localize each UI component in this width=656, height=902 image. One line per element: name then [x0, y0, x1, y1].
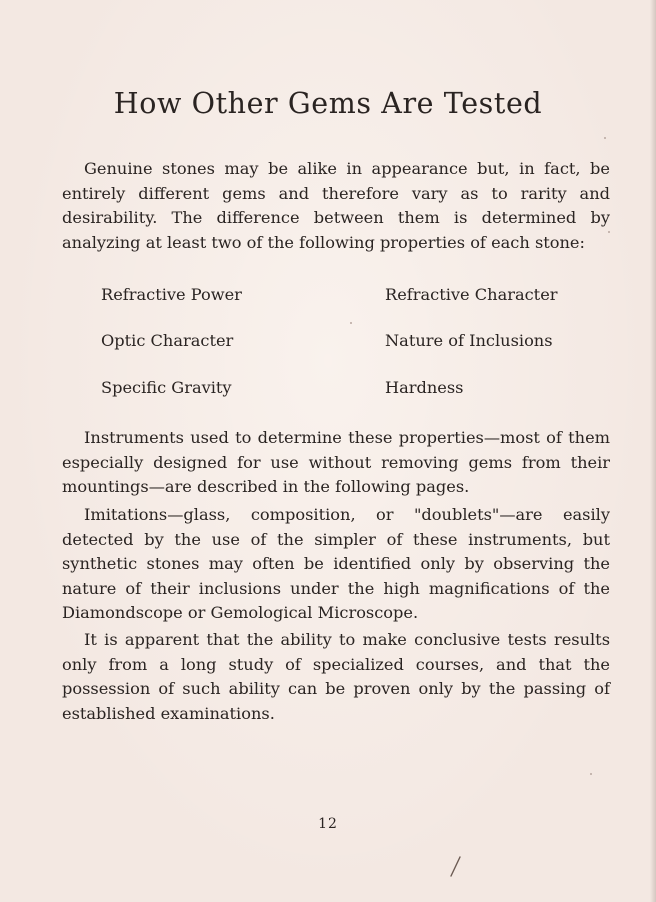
properties-list	[101, 283, 621, 403]
property-refractive-power: Refractive Power	[101, 285, 242, 304]
paper-speck	[350, 322, 352, 324]
pencil-mark	[448, 856, 462, 878]
instruments-paragraph	[62, 426, 610, 500]
intro-paragraph	[62, 157, 610, 255]
page-title: How Other Gems Are Tested	[113, 87, 543, 120]
property-optic-character: Optic Character	[101, 331, 234, 350]
property-specific-gravity: Specific Gravity	[101, 378, 232, 397]
property-refractive-character: Refractive Character	[385, 285, 558, 304]
page-number: 12	[318, 816, 338, 832]
imitations-paragraph	[62, 503, 610, 626]
instruments-paragraph-text: Instruments used to determine these properties—most of them especially designed for use without removing gems from their mountings—are described in the following pages.	[62, 428, 610, 496]
intro-paragraph-text: Genuine stones may be alike in appearance but, in fact, be entirely different gems and therefore vary as to rarity and desirability. The difference between them is determined by analyzing at least two of the following properties of each stone:	[62, 159, 610, 252]
paper-speck	[608, 231, 610, 233]
paper-speck	[604, 137, 606, 139]
imitations-paragraph-text: Imitations—glass, composition, or "doublets"—are easily detected by the use of the simpler of these instruments, but synthetic stones may often be identified only by observing the nature of their inclusions under the high magnifications of the Diamondscope or Gemological Microscope.	[62, 505, 610, 622]
paper-speck	[590, 773, 592, 775]
conclusion-paragraph	[62, 628, 610, 726]
conclusion-paragraph-text: It is apparent that the ability to make conclusive tests results only from a long study of specialized courses, and that the possession of such ability can be proven only by the passing of established examinations.	[62, 630, 610, 723]
page-edge-shadow	[650, 0, 656, 902]
property-nature-of-inclusions: Nature of Inclusions	[385, 331, 553, 350]
property-hardness: Hardness	[385, 378, 464, 397]
